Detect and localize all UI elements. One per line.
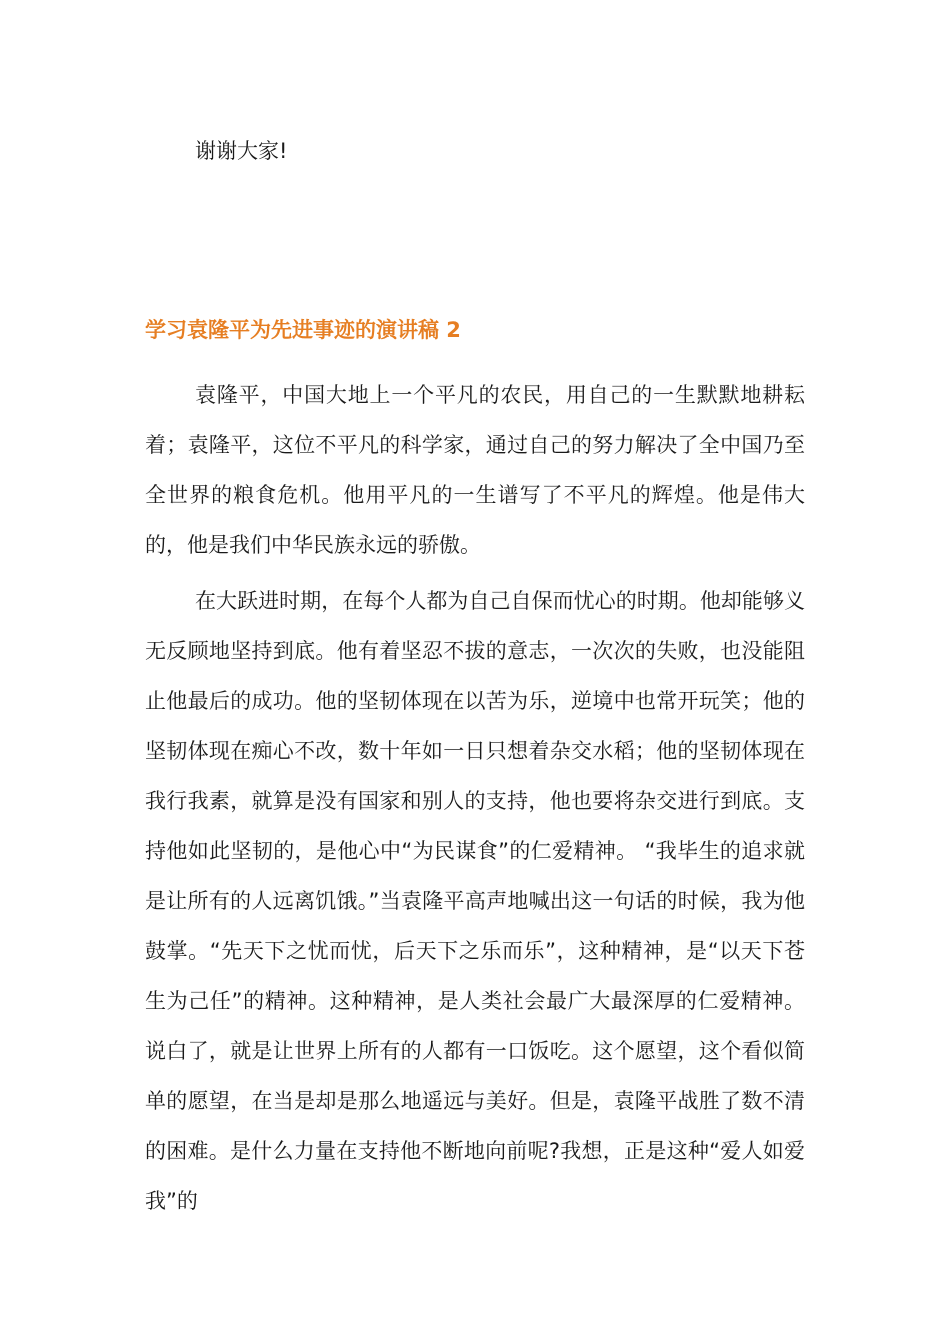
paragraph-1: 袁隆平，中国大地上一个平凡的农民，用自己的一生默默地耕耘着；袁隆平，这位不平凡的科学家，通过自己的努力解决了全中国乃至全世界的粮食危机。他用平凡的一生谱写了不平凡的辉煌。他是伟大的，他是我们中华民族永远的骄傲。 <box>145 383 805 557</box>
paragraph-2: 在大跃进时期，在每个人都为自己自保而忧心的时期。他却能够义无反顾地坚持到底。他有着坚忍不拔的意志，一次次的失败，也没能阻止他最后的成功。他的坚韧体现在以苦为乐，逆境中也常开玩笑；他的坚韧体现在痴心不改，数十年如一日只想着杂交水稻；他的坚韧体现在我行我素，就算是没有国家和别人的支持，他也要将杂交进行到底。支持他如此坚韧的，是他心中“为民谋食”的仁爱精神。 “我毕生的追求就是让所有的人远离饥饿。”当袁隆平高声地喊出这一句话的时候，我为他鼓掌。“先天下之忧而忧，后天下之乐而乐”，这种精神，是“以天下苍生为己任”的精神。这种精神，是人类社会最广大最深厚的仁爱精神。说白了，就是让世界上所有的人都有一口饭吃。这个愿望，这个看似简单的愿望，在当是却是那么地遥远与美好。但是，袁隆平战胜了数不清的困难。是什么力量在支持他不断地向前呢?我想，正是这种“爱人如爱我”的 <box>145 589 805 1213</box>
closing-line: 谢谢大家! <box>195 139 288 163</box>
section-heading: 学习袁隆平为先进事迹的演讲稿 2 <box>145 318 461 342</box>
speech-body <box>145 370 805 1232</box>
